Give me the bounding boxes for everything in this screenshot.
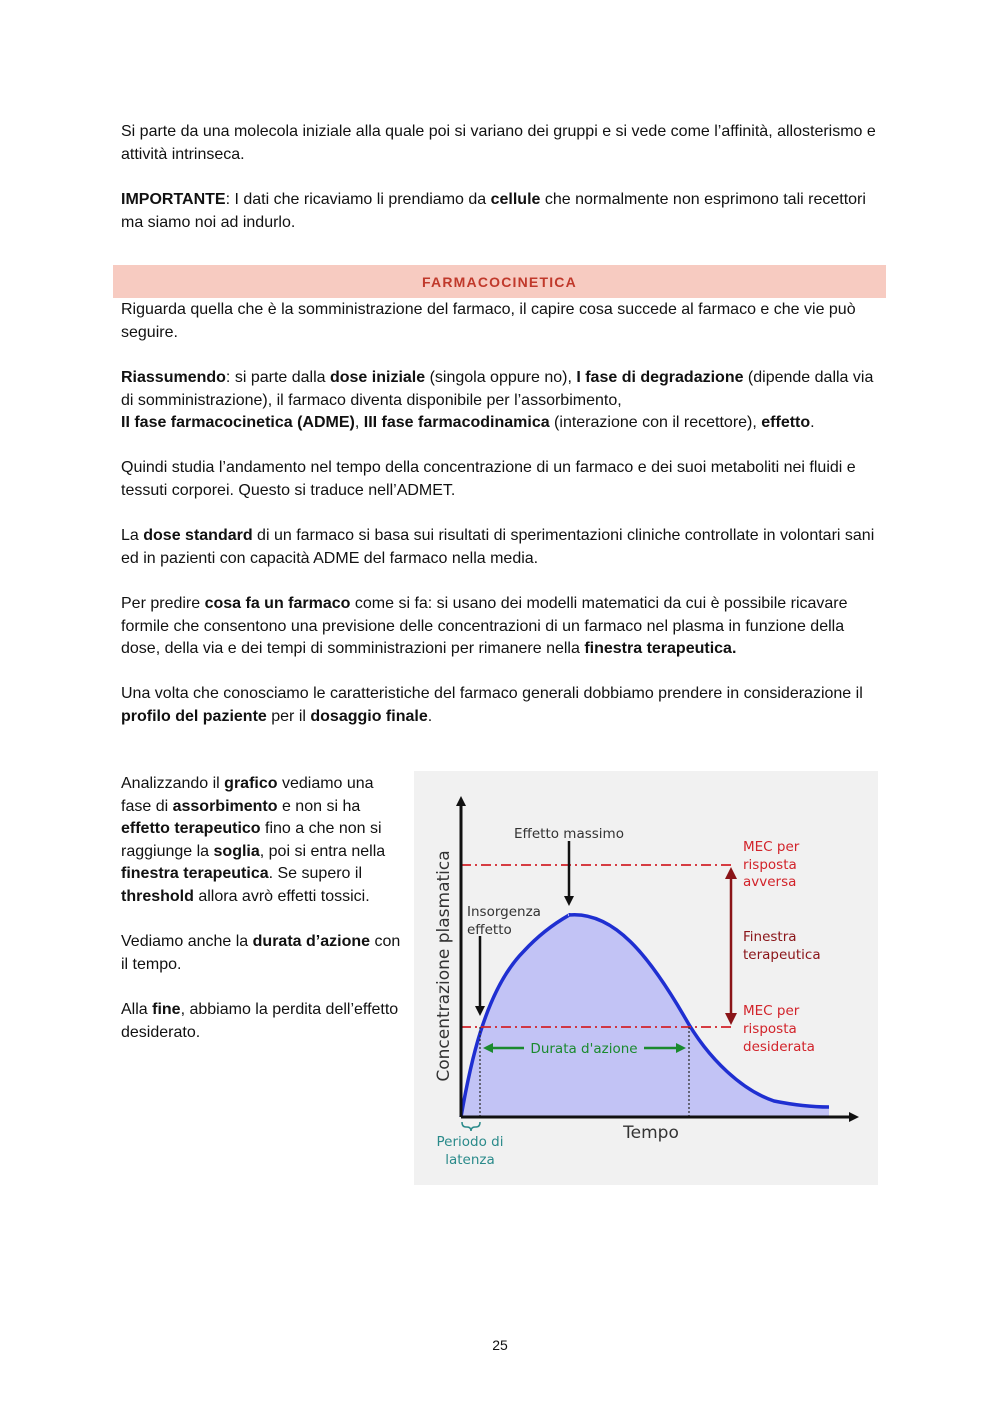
text-run: che normalmente non esprimono tali recettori ma siamo noi ad indurlo. [121,191,866,231]
bold-text: soglia [213,842,260,860]
text-run: , [354,414,364,431]
bold-text: assorbimento [172,797,278,815]
text-run: Si parte da una molecola iniziale alla quale poi si variano dei gruppi e si vede come l’affinità, allosterismo e attività intrinseca. [121,123,876,163]
bold-text: effetto terapeutico [121,820,261,838]
text-run: , abbiamo la perdita dell’effetto desiderato. [121,1001,399,1041]
bold-text: II fase farmacocinetica (ADME) [121,414,355,431]
text-run: . [427,707,433,725]
text-run: di un farmaco si basa sui risultati di sperimentazioni cliniche controllate in volontari sani ed in pazienti con capacità ADME del farmaco nella media. [121,527,875,567]
prediction-paragraph [121,593,881,661]
intro-paragraph [121,121,881,166]
bold-text: finestra terapeutica [121,865,269,883]
text-run: Per predire [121,595,205,612]
text-run: Alla [121,1001,153,1018]
text-run: (singola oppure no), [425,369,577,386]
patient-profile-paragraph [121,683,881,728]
therapeutic-window-label-line2: terapeutica [743,947,821,963]
end-effect-paragraph [121,999,406,1044]
text-run: Riguarda quella che è la somministrazione del farmaco, il capire cosa succede al farmaco e che vie può seguire. [121,301,856,341]
page-number: 25 [492,1337,508,1353]
bold-text: effetto [761,414,811,431]
important-note-paragraph [121,189,881,234]
bold-text: dosaggio finale [310,707,428,725]
bold-text: cosa fa un farmaco [204,595,351,612]
y-axis-label: Concentrazione plasmatica [434,850,454,1082]
pharmacokinetics-definition-paragraph [121,299,881,344]
text-run: . [810,414,815,431]
text-run: (interazione con il recettore), [549,414,762,431]
bold-text: dose iniziale [329,369,426,386]
text-run: Una volta che conosciamo le caratteristiche del farmaco generali dobbiamo prendere in considerazione il [121,685,863,702]
text-run: e non si ha [277,797,361,815]
bold-text: I fase di degradazione [576,369,744,386]
summary-paragraph [121,367,881,412]
summary-continuation-paragraph [121,412,881,435]
latency-label-line2: latenza [445,1152,495,1168]
mec-desired-label-line2: risposta [743,1021,797,1037]
section-heading-banner [113,265,886,298]
text-run: con il tempo. [121,933,401,973]
text-run: per il [266,707,311,725]
text-run: Vediamo anche la [121,933,253,950]
bold-text: cellule [490,191,541,208]
pharmacokinetic-curve-figure [414,771,878,1185]
pharmacokinetic-diagram [414,771,878,1185]
latency-brace [462,1122,480,1131]
standard-dose-paragraph [121,525,881,570]
text-run: fino a che non si raggiunge la [121,820,382,860]
bold-text: IMPORTANTE [121,191,226,208]
bold-text: fine [152,1001,181,1018]
bold-text: Riassumendo [121,369,226,386]
latency-label-line1: Periodo di [436,1134,504,1150]
peak-effect-label: Effetto massimo [514,826,624,842]
x-axis-label: Tempo [623,1123,679,1143]
text-run: Quindi studia l’andamento nel tempo della concentrazione di un farmaco e dei suoi metaboliti nei fluidi e tessuti corporei. Questo si traduce nell’ADMET. [121,459,856,499]
mec-desired-label-line1: MEC per [743,1003,800,1019]
mec-desired-label-line3: desiderata [743,1039,815,1055]
bold-text: durata d’azione [252,933,371,950]
bold-text: threshold [121,887,194,905]
bold-text: finestra terapeutica. [584,640,737,658]
graph-analysis-paragraph [121,773,406,909]
text-run: come si fa: si usano dei modelli matematici da cui è possibile ricavare formile che consentono una previsione delle concentrazioni di un farmaco nel plasma in funzione della dose, della via e dei tempi di somministrazioni per rimanere nella [121,595,848,658]
text-run: Analizzando il [121,775,225,792]
text-run: . Se supero il [268,865,362,883]
text-run: , poi si entra nella [259,842,386,860]
text-run: vediamo una fase di [121,775,374,815]
onset-label-line1: Insorgenza [467,904,541,920]
text-run: La [121,527,144,544]
concentration-study-paragraph [121,457,881,502]
text-run: : I dati che ricaviamo li prendiamo da [225,191,491,208]
text-run: allora avrò effetti tossici. [193,887,370,905]
mec-adverse-label-line1: MEC per [743,839,800,855]
bold-text: profilo del paziente [121,707,267,725]
mec-adverse-label-line3: avversa [743,874,797,890]
bold-text: dose standard [143,527,253,544]
onset-label-line2: effetto [467,922,512,938]
duration-paragraph [121,931,406,976]
section-heading: FARMACOCINETICA [422,273,577,290]
duration-label: Durata d'azione [530,1041,638,1057]
bold-text: grafico [224,775,278,792]
text-run: : si parte dalla [225,369,330,386]
bold-text: III fase farmacodinamica [363,414,550,431]
therapeutic-window-label-line1: Finestra [743,929,797,945]
text-run: (dipende dalla via di somministrazione), il farmaco diventa disponibile per l’assorbimento, [121,369,874,409]
mec-adverse-label-line2: risposta [743,857,797,873]
